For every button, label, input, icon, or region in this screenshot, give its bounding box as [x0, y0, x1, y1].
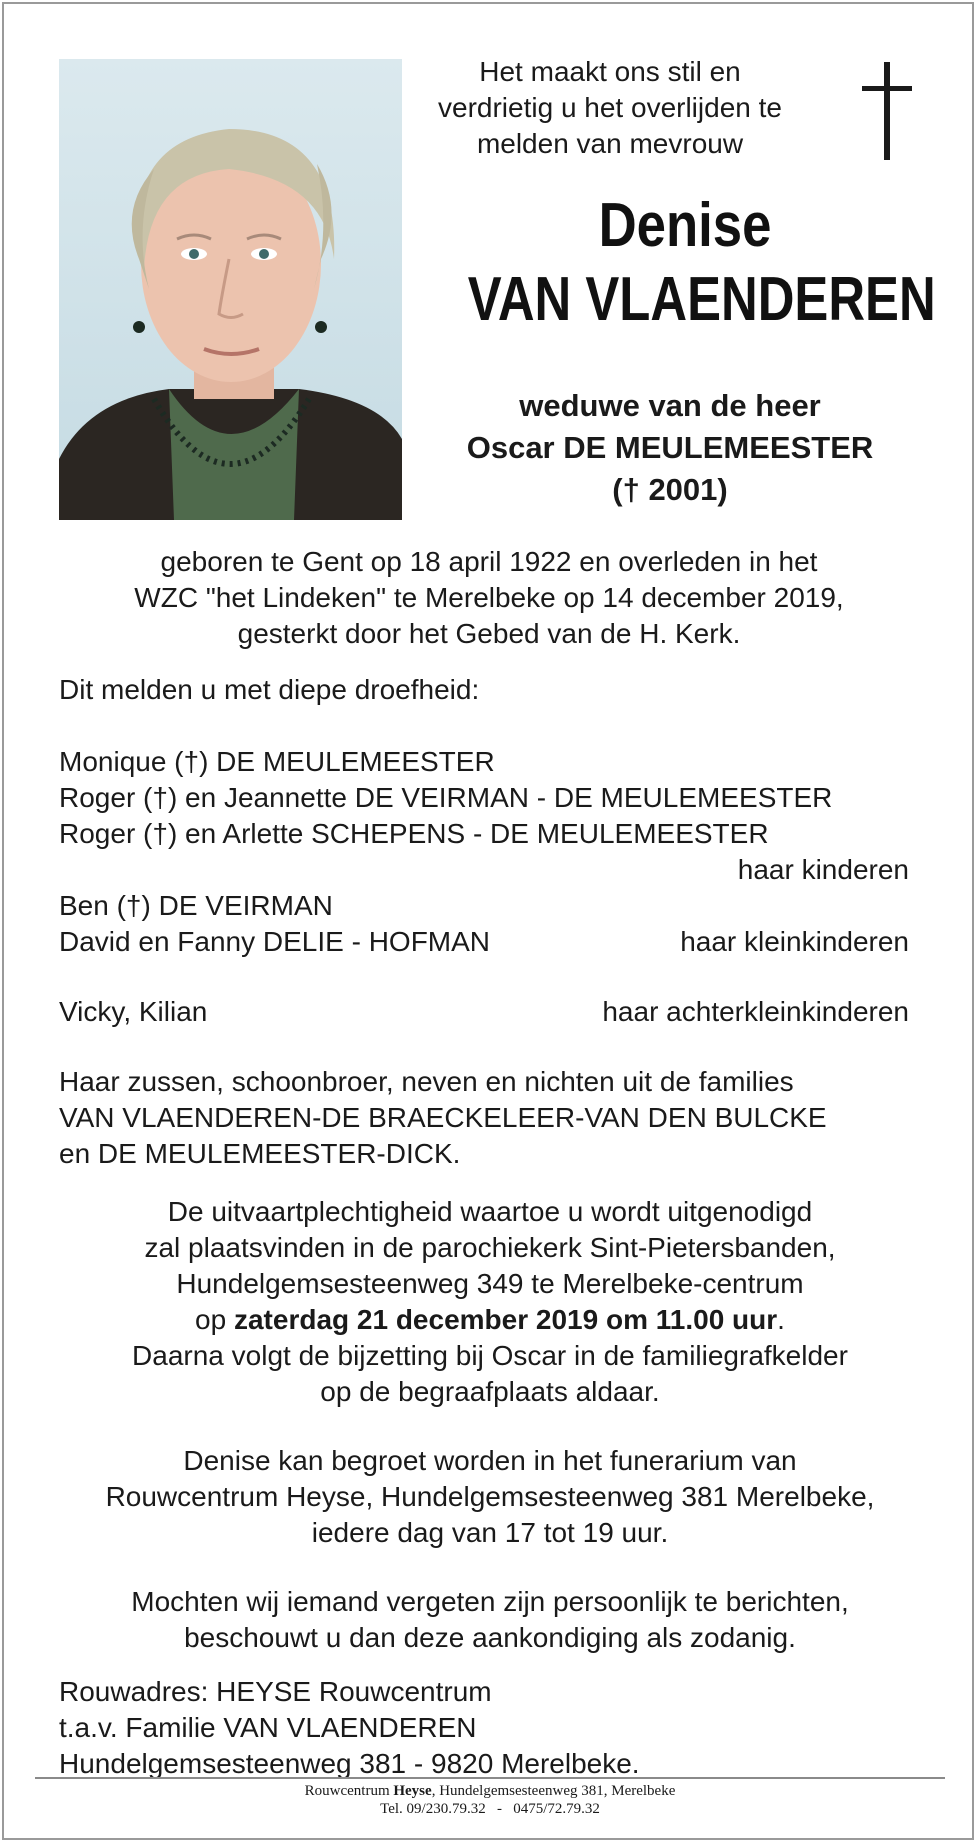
ceremony-line: zal plaatsvinden in de parochiekerk Sint-Pietersbanden,	[144, 1232, 836, 1263]
children-label-row	[59, 852, 921, 888]
ceremony-line: De uitvaartplechtigheid waartoe u wordt uitgenodigd	[167, 1196, 813, 1227]
ceremony-line: op de begraafplaats aldaar.	[320, 1376, 660, 1407]
visitation-line: Denise kan begroet worden in het funerarium van	[183, 1445, 797, 1476]
great-grandchildren-label: haar achterkleinkinderen	[602, 996, 909, 1027]
relative-line: David en Fanny DELIE - HOFMAN	[59, 926, 491, 957]
footer	[35, 1782, 945, 1818]
address-line: t.a.v. Familie VAN VLAENDEREN	[59, 1712, 477, 1743]
first-name: Denise	[598, 191, 772, 260]
great-grandchildren-row	[59, 994, 921, 1030]
spouse-line: Oscar DE MEULEMEESTER	[466, 430, 874, 465]
forgotten-line: Mochten wij iemand vergeten zijn persoonlijk te berichten,	[131, 1586, 849, 1617]
ceremony-line: Hundelgemsesteenweg 349 te Merelbeke-centrum	[176, 1268, 804, 1299]
footer-prefix: Rouwcentrum	[304, 1783, 394, 1799]
intro-line: melden van mevrouw	[476, 128, 744, 159]
footer-suffix: , Hundelgemsesteenweg 381, Merelbeke	[431, 1783, 676, 1799]
date-prefix: op	[195, 1304, 234, 1335]
birth-line: gesterkt door het Gebed van de H. Kerk.	[237, 618, 741, 649]
deceased-name	[420, 190, 950, 338]
relative-line: Roger (†) en Jeannette DE VEIRMAN - DE MEULEMEESTER	[59, 782, 833, 813]
birth-death-info	[59, 544, 919, 652]
forgotten-line: beschouwt u dan deze aankondiging als zodanig.	[184, 1622, 796, 1653]
children-label: haar kinderen	[737, 854, 909, 885]
birth-line: geboren te Gent op 18 april 1922 en overleden in het	[160, 546, 818, 577]
grandchildren-label: haar kleinkinderen	[680, 926, 909, 957]
footer-divider	[35, 1777, 945, 1779]
family-line: en DE MEULEMEESTER-DICK.	[59, 1138, 461, 1169]
relative-line: Ben (†) DE VEIRMAN	[59, 890, 333, 921]
family-line: Haar zussen, schoonbroer, neven en nichten uit de families	[59, 1066, 794, 1097]
visitation-line: iedere dag van 17 tot 19 uur.	[311, 1517, 669, 1548]
mourning-intro	[59, 672, 921, 708]
ceremony-date-line	[59, 1302, 921, 1338]
intro-line: verdrietig u het overlijden te	[438, 92, 782, 123]
intro-text	[420, 54, 800, 162]
birth-line: WZC "het Lindeken" te Merelbeke op 14 december 2019,	[134, 582, 844, 613]
mourning-intro-line: Dit melden u met diepe droefheid:	[59, 674, 480, 705]
relative-line: Roger (†) en Arlette SCHEPENS - DE MEULEMEESTER	[59, 818, 769, 849]
relative-line: Vicky, Kilian	[59, 996, 208, 1027]
spouse-info	[420, 385, 920, 511]
footer-company-line	[35, 1782, 945, 1800]
ceremony-date: zaterdag 21 december 2019 om 11.00 uur	[233, 1304, 778, 1335]
forgotten-notice	[59, 1584, 921, 1656]
relatives-list	[59, 744, 921, 1030]
intro-line: Het maakt ons stil en	[479, 56, 741, 87]
footer-phones: Tel. 09/230.79.32 - 0475/72.79.32	[380, 1801, 600, 1817]
address-line: Hundelgemsesteenweg 381 - 9820 Merelbeke.	[59, 1748, 640, 1779]
family-list	[59, 1064, 921, 1172]
spouse-line: weduwe van de heer	[519, 388, 821, 423]
visitation-info	[59, 1443, 921, 1551]
visitation-line: Rouwcentrum Heyse, Hundelgemsesteenweg 381 Merelbeke,	[105, 1481, 875, 1512]
cross-icon	[862, 62, 912, 160]
ceremony-info	[59, 1194, 921, 1410]
address-line: Rouwadres: HEYSE Rouwcentrum	[59, 1676, 492, 1707]
ceremony-line: Daarna volgt de bijzetting bij Oscar in de familiegrafkelder	[132, 1340, 848, 1371]
footer-brand: Heyse	[393, 1783, 432, 1799]
family-line: VAN VLAENDEREN-DE BRAECKELEER-VAN DEN BULCKE	[59, 1102, 827, 1133]
mourning-address	[59, 1674, 921, 1782]
portrait-photo	[59, 59, 402, 520]
date-suffix: .	[777, 1304, 785, 1335]
last-name: VAN VLAENDEREN	[467, 265, 936, 334]
spouse-line: († 2001)	[612, 472, 728, 507]
grandchildren-row	[59, 924, 921, 960]
relative-line: Monique (†) DE MEULEMEESTER	[59, 746, 495, 777]
